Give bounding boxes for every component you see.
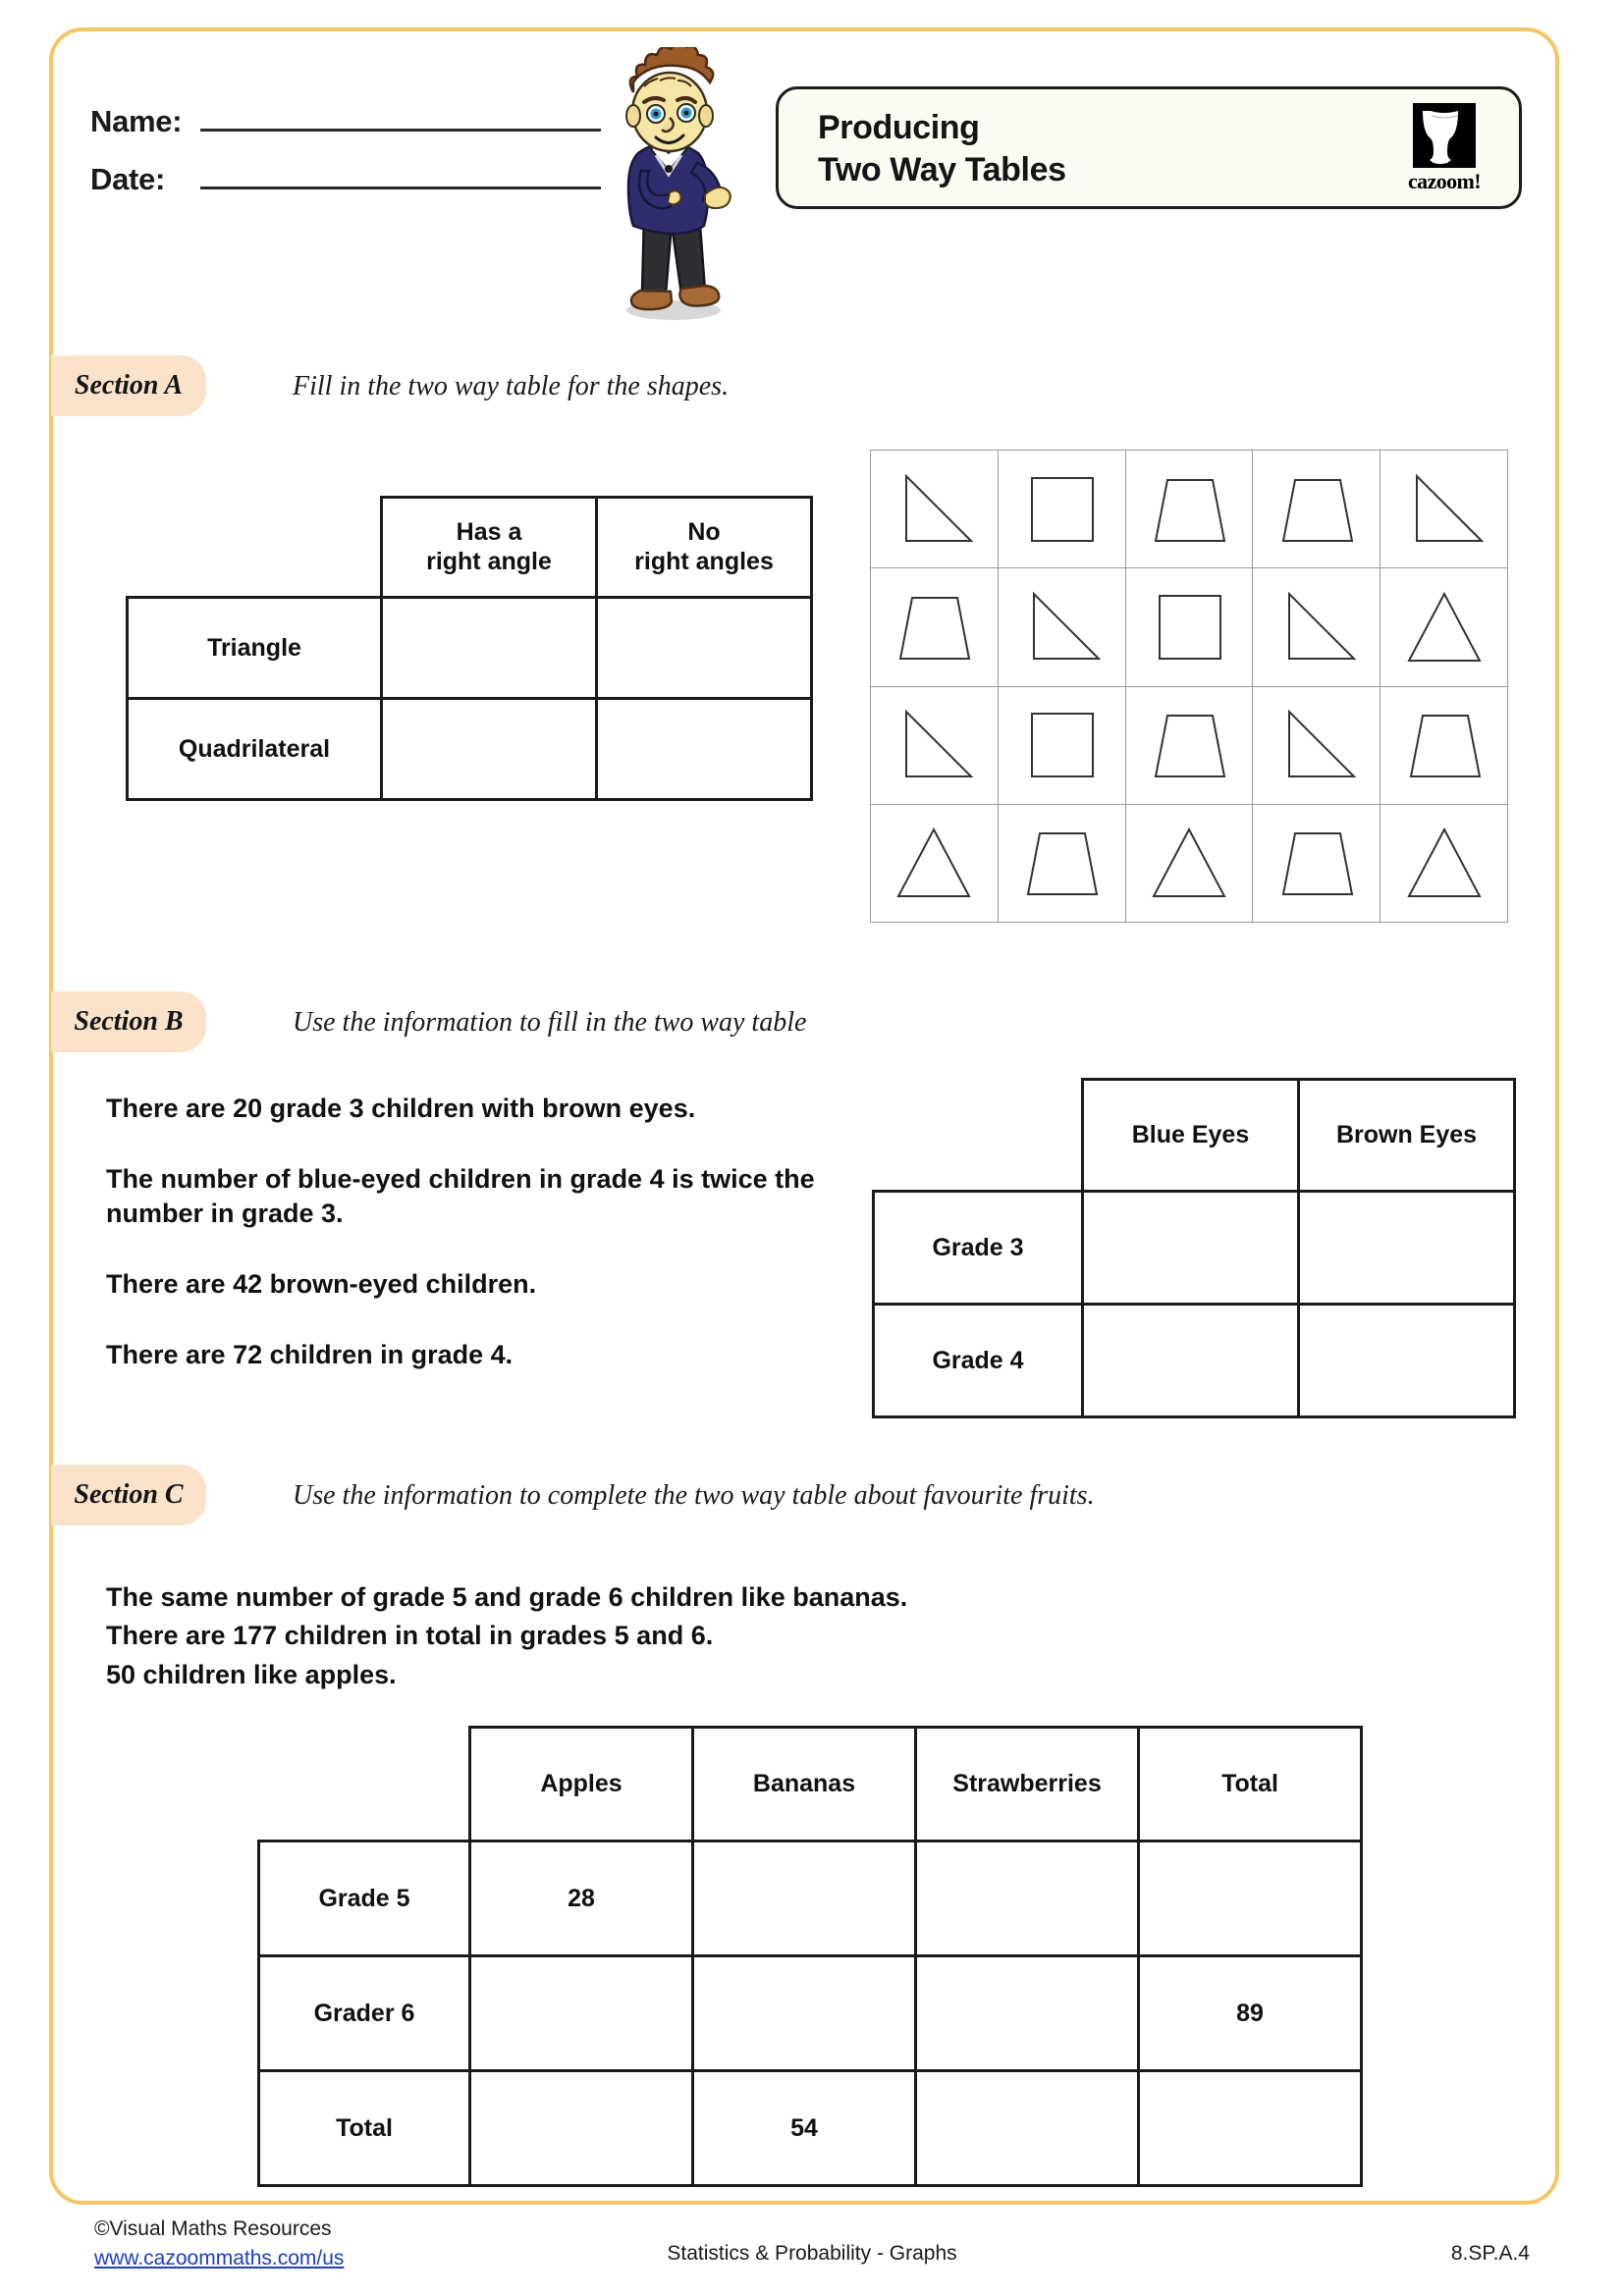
answer-cell-grade5-total[interactable] [1139, 1841, 1362, 1955]
table-row [874, 1191, 1515, 1304]
answer-cell-grade4-brown[interactable] [1299, 1304, 1515, 1416]
name-row [90, 103, 601, 139]
shape-cell-rectangle [1126, 568, 1254, 686]
name-date-block [90, 103, 601, 219]
title-line-2: Two Way Tables [818, 150, 1066, 188]
section-a-instruction: Fill in the two way table for the shapes. [293, 371, 730, 401]
shape-cell-rectangle [999, 451, 1126, 568]
row-label-triangle: Triangle [128, 597, 382, 698]
answer-cell-grade6-bananas[interactable] [693, 1955, 916, 2070]
row-label-grader-6: Grader 6 [259, 1955, 470, 2070]
row-label-grade-4: Grade 4 [874, 1304, 1083, 1416]
table-row [259, 1841, 1362, 1955]
row-label-quadrilateral: Quadrilateral [128, 698, 382, 799]
section-b-clues [106, 1092, 882, 1372]
page-footer [0, 2215, 1624, 2293]
section-c-instruction: Use the information to complete the two way table about favourite fruits. [293, 1480, 1095, 1511]
section-c-table [257, 1726, 1363, 2187]
date-write-line[interactable] [200, 161, 601, 189]
section-c-badge [51, 1465, 206, 1525]
shape-cell-trapezoid [1253, 805, 1380, 923]
section-b-instruction: Use the information to fill in the two way table [293, 1007, 807, 1038]
answer-cell-total-strawberries[interactable] [916, 2070, 1139, 2185]
section-a-badge-label: Section A [74, 370, 184, 400]
column-header-bananas: Bananas [693, 1728, 916, 1842]
answer-cell-grade3-blue[interactable] [1083, 1191, 1299, 1304]
col-header-line-1: No [687, 518, 721, 547]
table-row [259, 1955, 1362, 2070]
section-b-clue-4: There are 72 children in grade 4. [106, 1339, 514, 1369]
column-header-blue-eyes: Blue Eyes [1083, 1080, 1299, 1192]
answer-cell-total-bananas[interactable]: 54 [693, 2070, 916, 2185]
section-b-clue-1: There are 20 grade 3 children with brown eyes. [106, 1094, 696, 1123]
shape-cell-trapezoid [871, 568, 999, 686]
table-corner-cell [259, 1728, 470, 1842]
cazoom-logo-text: cazoom! [1408, 169, 1481, 193]
shape-cell-right-triangle-left [1253, 568, 1380, 686]
worksheet-title-box [776, 86, 1522, 209]
shape-cell-isoceles-triangle [1380, 805, 1508, 923]
answer-cell-grade6-apples[interactable] [470, 1955, 693, 2070]
section-b-badge [51, 991, 206, 1052]
section-c-clues [106, 1578, 1284, 1694]
section-b-badge-label: Section B [74, 1006, 184, 1037]
cazoom-logo [1393, 103, 1495, 199]
shape-cell-right-triangle-left [871, 451, 999, 568]
answer-cell-grade5-apples[interactable]: 28 [470, 1841, 693, 1955]
footer-website-link[interactable]: www.cazoommaths.com/us [94, 2246, 345, 2269]
shape-cell-trapezoid [1253, 451, 1380, 568]
section-a-table [126, 496, 813, 801]
col-header-line-1: Has a [456, 518, 522, 547]
answer-cell-grade5-strawberries[interactable] [916, 1841, 1139, 1955]
footer-topic: Statistics & Probability - Graphs [667, 2242, 957, 2265]
table-row [128, 597, 812, 698]
answer-cell-total-total[interactable] [1139, 2070, 1362, 2185]
mascot-boy-illustration [587, 47, 754, 322]
name-label: Name: [90, 104, 183, 138]
section-b-clue-3: There are 42 brown-eyed children. [106, 1268, 537, 1299]
answer-cell-grade4-blue[interactable] [1083, 1304, 1299, 1416]
column-header-strawberries: Strawberries [916, 1728, 1139, 1842]
table-row [128, 698, 812, 799]
shape-cell-trapezoid [1126, 451, 1254, 568]
shape-cell-isoceles-triangle [1380, 568, 1508, 686]
shape-cell-right-triangle-left [1380, 451, 1508, 568]
shape-cell-isoceles-triangle [871, 805, 999, 923]
answer-cell-quad-no-right-angle[interactable] [597, 698, 812, 799]
section-b-clue-2: The number of blue-eyed children in grade 4 is twice the number in grade 3. [106, 1163, 815, 1229]
answer-cell-grade3-brown[interactable] [1299, 1191, 1515, 1304]
worksheet-title [818, 107, 1066, 191]
date-label: Date: [90, 162, 166, 196]
shape-cell-trapezoid [1380, 687, 1508, 805]
column-header-apples: Apples [470, 1728, 693, 1842]
row-label-grade-3: Grade 3 [874, 1191, 1083, 1304]
shape-cell-right-triangle-left [999, 568, 1126, 686]
date-row [90, 161, 601, 197]
shape-cell-rectangle [999, 687, 1126, 805]
section-c-clue-1: The same number of grade 5 and grade 6 children like bananas. [106, 1582, 908, 1612]
section-a-badge [51, 355, 206, 416]
table-corner-cell [128, 498, 382, 598]
footer-copyright: ©Visual Maths Resources [94, 2217, 332, 2240]
answer-cell-quad-right-angle[interactable] [382, 698, 597, 799]
table-header-row [259, 1728, 1362, 1842]
shape-cell-right-triangle-left [871, 687, 999, 805]
table-header-row [128, 498, 812, 598]
section-c-clue-3: 50 children like apples. [106, 1659, 397, 1689]
shape-cell-isoceles-triangle [1126, 805, 1254, 923]
cazoom-logo-mark-icon [1413, 103, 1476, 168]
footer-standard-code: 8.SP.A.4 [1450, 2242, 1530, 2265]
section-c-badge-label: Section C [74, 1479, 184, 1510]
answer-cell-grade6-strawberries[interactable] [916, 1955, 1139, 2070]
answer-cell-total-apples[interactable] [470, 2070, 693, 2185]
column-header-has-right-angle [382, 498, 597, 598]
answer-cell-triangle-right-angle[interactable] [382, 597, 597, 698]
answer-cell-grade5-bananas[interactable] [693, 1841, 916, 1955]
column-header-total: Total [1139, 1728, 1362, 1842]
shape-cell-right-triangle-left [1253, 687, 1380, 805]
title-line-1: Producing [818, 109, 980, 146]
shape-cell-trapezoid [1126, 687, 1254, 805]
row-label-total: Total [259, 2070, 470, 2185]
table-row [874, 1304, 1515, 1416]
row-label-grade-5: Grade 5 [259, 1841, 470, 1955]
column-header-brown-eyes: Brown Eyes [1299, 1080, 1515, 1192]
answer-cell-triangle-no-right-angle[interactable] [597, 597, 812, 698]
table-corner-cell [874, 1080, 1083, 1192]
col-header-line-2: right angles [634, 548, 774, 576]
name-write-line[interactable] [200, 103, 601, 132]
table-row [259, 2070, 1362, 2185]
section-b-table [872, 1078, 1516, 1418]
shape-cell-trapezoid [999, 805, 1126, 923]
column-header-no-right-angles [597, 498, 812, 598]
col-header-line-2: right angle [426, 548, 552, 576]
table-header-row [874, 1080, 1515, 1192]
answer-cell-grade6-total[interactable]: 89 [1139, 1955, 1362, 2070]
shapes-grid [870, 450, 1508, 923]
section-c-clue-2: There are 177 children in total in grades 5 and 6. [106, 1621, 714, 1651]
